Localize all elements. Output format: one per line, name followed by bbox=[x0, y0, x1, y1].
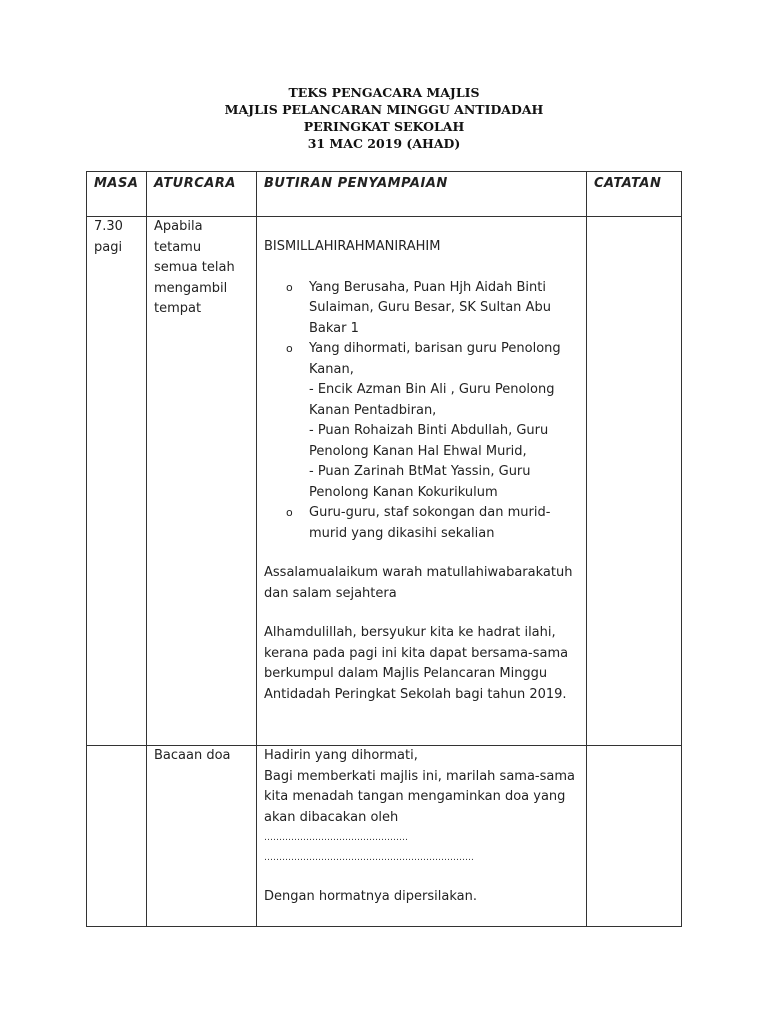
aturcara-line: Apabila bbox=[154, 219, 203, 234]
guest-guru-staf-murid: Guru-guru, staf sokongan dan murid-murid yang dikasihi sekalian bbox=[309, 505, 551, 541]
salam-paragraph: Assalamualaikum warah matullahiwabarakatuh dan salam sejahtera bbox=[264, 565, 573, 601]
guest-pk-hem: - Puan Rohaizah Binti Abdullah, Guru Penolong Kanan Hal Ehwal Murid, bbox=[309, 423, 549, 459]
aturcara-line: tetamu bbox=[154, 239, 202, 255]
aturcara-line: semua telah bbox=[154, 260, 235, 275]
cell-masa bbox=[87, 746, 147, 927]
title-line-2: MAJLIS PELANCARAN MINGGU ANTIDADAH bbox=[224, 102, 544, 117]
table-row bbox=[87, 217, 682, 746]
list-item bbox=[264, 339, 579, 503]
list-item bbox=[264, 503, 579, 544]
header-catatan: CATATAN bbox=[587, 172, 682, 217]
table-header-row bbox=[87, 172, 682, 217]
guest-list bbox=[264, 278, 579, 545]
dots-line-1: ………………………………………… bbox=[264, 833, 408, 843]
bismillah-text: BISMILLAHIRAHMANIRAHIM bbox=[264, 239, 441, 254]
header-masa: MASA bbox=[87, 172, 147, 217]
aturcara-line: mengambil bbox=[154, 280, 228, 296]
header-butiran: BUTIRAN PENYAMPAIAN bbox=[257, 172, 587, 217]
bullet-marker: o bbox=[286, 506, 293, 519]
header-aturcara: ATURCARA bbox=[147, 172, 257, 217]
cell-aturcara bbox=[147, 217, 257, 746]
dots-line-2: ……………………………………………………………. bbox=[264, 853, 474, 863]
masa-period: pagi bbox=[94, 239, 123, 255]
alhamdulillah-paragraph: Alhamdulillah, bersyukur kita ke hadrat ilahi, kerana pada pagi ini kita dapat bersama-sama berkumpul dalam Majlis Pelancaran Minggu Antidadah Peringkat Sekolah bagi tahun 2019. bbox=[264, 625, 569, 702]
dipersilakan-line: Dengan hormatnya dipersilakan. bbox=[264, 889, 477, 904]
cell-catatan bbox=[587, 746, 682, 927]
bullet-marker: o bbox=[286, 280, 293, 294]
table-row bbox=[87, 746, 682, 927]
list-item bbox=[264, 278, 579, 340]
program-table bbox=[86, 171, 682, 927]
guest-penolong-kanan: Yang dihormati, barisan guru Penolong Kanan, bbox=[309, 341, 561, 377]
title-line-3: PERINGKAT SEKOLAH bbox=[303, 119, 465, 134]
cell-masa bbox=[87, 217, 147, 746]
bullet-marker: o bbox=[286, 342, 293, 355]
masa-time: 7.30 bbox=[94, 219, 123, 234]
guest-guru-besar: Yang Berusaha, Puan Hjh Aidah Binti Sulaiman, Guru Besar, SK Sultan Abu Bakar 1 bbox=[309, 279, 551, 336]
cell-butiran bbox=[257, 746, 587, 927]
cell-butiran bbox=[257, 217, 587, 746]
aturcara-line: tempat bbox=[154, 301, 202, 316]
title-line-4: 31 MAC 2019 (AHAD) bbox=[307, 136, 461, 151]
guest-pk-pentadbiran: - Encik Azman Bin Ali , Guru Penolong Kanan Pentadbiran, bbox=[309, 382, 555, 418]
hadirin-line: Hadirin yang dihormati, bbox=[264, 748, 418, 763]
cell-catatan bbox=[587, 217, 682, 746]
guest-pk-kokurikulum: - Puan Zarinah BtMat Yassin, Guru Penolong Kanan Kokurikulum bbox=[309, 464, 531, 500]
title-line-1: TEKS PENGACARA MAJLIS bbox=[288, 85, 480, 100]
cell-aturcara: Bacaan doa bbox=[147, 746, 257, 927]
doa-paragraph: Bagi memberkati majlis ini, marilah sama-sama kita menadah tangan mengaminkan doa yang akan dibacakan oleh bbox=[264, 768, 575, 825]
document-title bbox=[0, 84, 768, 152]
